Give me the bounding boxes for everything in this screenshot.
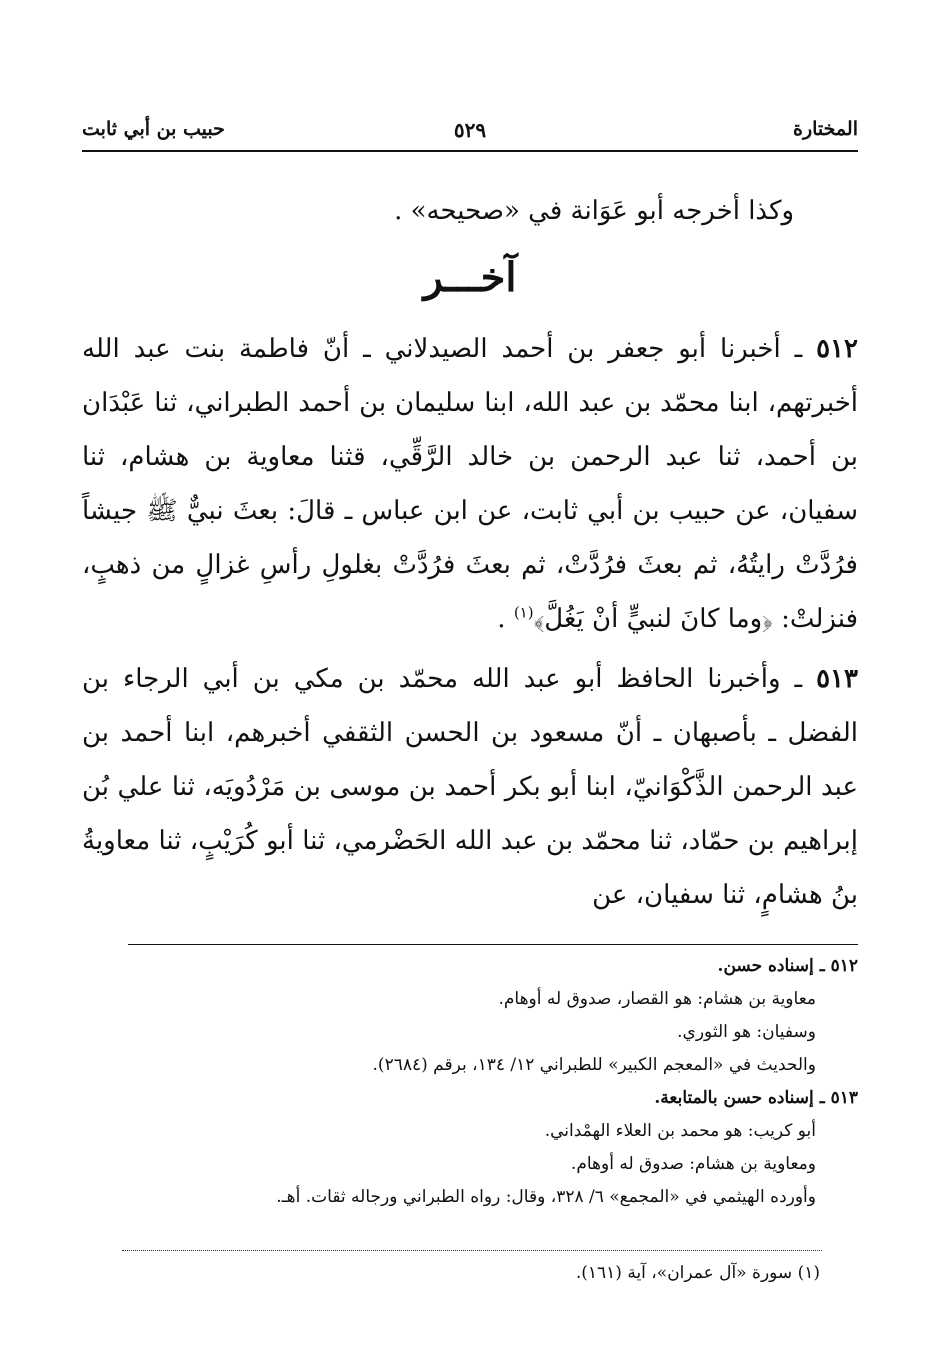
- hadith-513: [82, 652, 858, 922]
- hadith-number: ٥١٢: [816, 334, 858, 364]
- main-text: [82, 184, 858, 928]
- footnote-513: [82, 1082, 858, 1115]
- footnote-line: ومعاوية بن هشام: صدوق له أوهام.: [570, 1154, 816, 1174]
- footnote-line: والحديث في «المعجم الكبير» للطبراني ١٢/ ١٣٤، برقم (٢٦٨٤).: [372, 1055, 816, 1075]
- footnote-text: إسناده حسن.: [717, 956, 814, 976]
- footnote-label: ٥١٢ ـ: [819, 956, 858, 976]
- footnotes: [82, 950, 858, 1214]
- footnote-line: وأورده الهيثمي في «المجمع» ٦/ ٣٢٨، وقال: رواه الطبراني ورجاله ثقات. أهـ.: [276, 1187, 816, 1207]
- hadith-text: ـ أخبرنا أبو جعفر بن أحمد الصيدلاني ـ أنّ فاطمة بنت عبد الله أخبرتهم، ابنا محمّد بن عبد الله، ابنا سليمان بن أحمد الطبراني، ثنا عَبْدَان بن أحمد، ثنا عبد الرحمن بن خالد الرَّقِّي، قثنا معاوية بن هشام، ثنا سفيان، عن حبيب بن أبي ثابت، عن ابن عباس ـ قالَ: بعثَ نبيٌّ ﷺ جيشاً فرُدَّتْ رايتُهُ، ثم بعثَ فرُدَّتْ، ثم بعثَ فرُدَّتْ بغلولِ رأسِ غزالٍ من ذهبٍ، فنزلتْ: ﴿وما كانَ لنبيٍّ أنْ يَغُلَّ﴾: [82, 334, 858, 634]
- running-header: [82, 112, 858, 152]
- intro-line: وكذا أخرجه أبو عَوَانة في «صحيحه» .: [394, 196, 794, 226]
- verse-note-divider: [122, 1250, 822, 1251]
- verse-footnote: (١) سورة «آل عمران»، آية (١٦١).: [575, 1263, 820, 1283]
- chapter-title: حبيب بن أبي ثابت: [82, 118, 225, 140]
- section-title: آخـــر: [423, 254, 517, 301]
- footnote-ref[interactable]: (١): [513, 603, 534, 622]
- hadith-end: .: [497, 604, 514, 634]
- page-number: ٥٢٩: [453, 118, 487, 142]
- hadith-512: [82, 322, 858, 646]
- footnote-label: ٥١٣ ـ: [819, 1088, 858, 1108]
- hadith-text: ـ وأخبرنا الحافظ أبو عبد الله محمّد بن مكي بن أبي الرجاء بن الفضل ـ بأصبهان ـ أنّ مسعود بن الحسن الثقفي أخبرهم، ابنا أحمد بن عبد الرحمن الذَّكْوَانيّ، ابنا أبو بكر أحمد بن موسى بن مَرْدُويَه، ثنا علي بُن إبراهيم بن حمّاد، ثنا محمّد بن عبد الله الحَضْرمي، ثنا أبو كُرَيْبٍ، ثنا معاويةُ بنُ هشامٍ، ثنا سفيان، عن: [82, 664, 858, 910]
- hadith-number: ٥١٣: [816, 664, 858, 694]
- footnote-line: أبو كريب: هو محمد بن العلاء الهمْداني.: [544, 1121, 816, 1141]
- footnote-512: [82, 950, 858, 983]
- footnote-divider: [128, 944, 858, 945]
- footnote-text: إسناده حسن بالمتابعة.: [654, 1088, 814, 1108]
- footnote-line: معاوية بن هشام: هو القصار، صدوق له أوهام.: [498, 989, 816, 1009]
- footnote-line: وسفيان: هو الثوري.: [677, 1022, 816, 1042]
- book-title: المختارة: [793, 118, 858, 140]
